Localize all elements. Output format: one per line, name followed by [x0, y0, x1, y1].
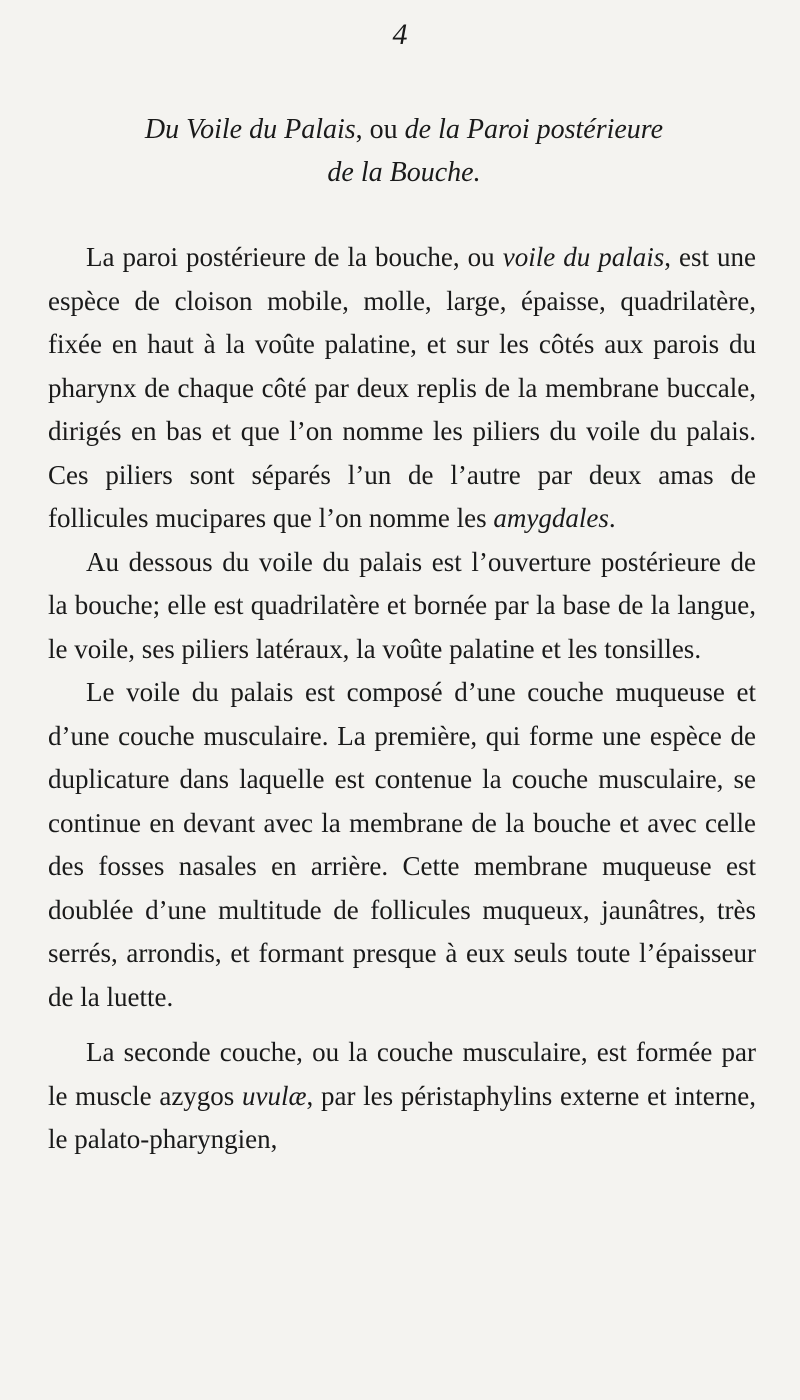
heading-part-3: de la Bouche.: [327, 157, 481, 188]
section-heading: [48, 108, 760, 194]
heading-separator: , ou: [355, 114, 405, 145]
paragraph-1-text-b: , est une espèce de cloison mobile, molle, large, épaisse, quadrilatère, fixée en haut à la voûte palatine, et sur les côtés aux parois du pharynx de chaque côté par deux replis de la membrane buccale, dirigés en bas et que l’on nomme les piliers du voile du palais. Ces piliers sont séparés l’un de l’autre par deux amas de follicules mucipares que l’on nomme les: [48, 242, 756, 533]
paragraph-4-italic-uvulae: uvulæ: [242, 1080, 307, 1111]
body-text: [48, 236, 756, 1162]
heading-part-1: Du Voile du Palais: [144, 114, 356, 145]
paragraph-1-text-c: .: [608, 503, 616, 533]
paragraph-1-italic-amygdales: amygdales: [493, 503, 609, 533]
page-number: 4: [392, 18, 408, 51]
paragraph-3: Le voile du palais est composé d’une couche muqueuse et d’une couche musculaire. La première, qui forme une espèce de duplicature dans laquelle est contenue la couche musculaire, se continue en devant avec la membrane de la bouche et avec celle des fosses nasales en arrière. Cette membrane muqueuse est doublée d’une multitude de follicules muqueux, jaunâtres, très serrés, arrondis, et formant presque à eux seuls toute l’épaisseur de la luette.: [48, 677, 756, 1012]
paragraph-1: [48, 236, 756, 541]
paragraph-1-italic-term: voile du palais: [502, 242, 665, 272]
paragraph-1-text-a: La paroi postérieure de la bouche, ou: [86, 242, 503, 272]
paragraph-4-text-a: La seconde couche, ou la couche musculaire, est formée par le muscle azygos: [48, 1037, 756, 1111]
paragraph-4: [48, 1031, 756, 1162]
heading-part-2: de la Paroi postérieure: [404, 114, 664, 145]
paragraph-2: Au dessous du voile du palais est l’ouverture postérieure de la bouche; elle est quadrilatère et bornée par la base de la langue, le voile, ses piliers latéraux, la voûte palatine et les tonsilles.: [48, 546, 756, 664]
paragraph-4-text-b: , par les péristaphylins externe et interne, le palato-pharyngien,: [48, 1080, 756, 1154]
